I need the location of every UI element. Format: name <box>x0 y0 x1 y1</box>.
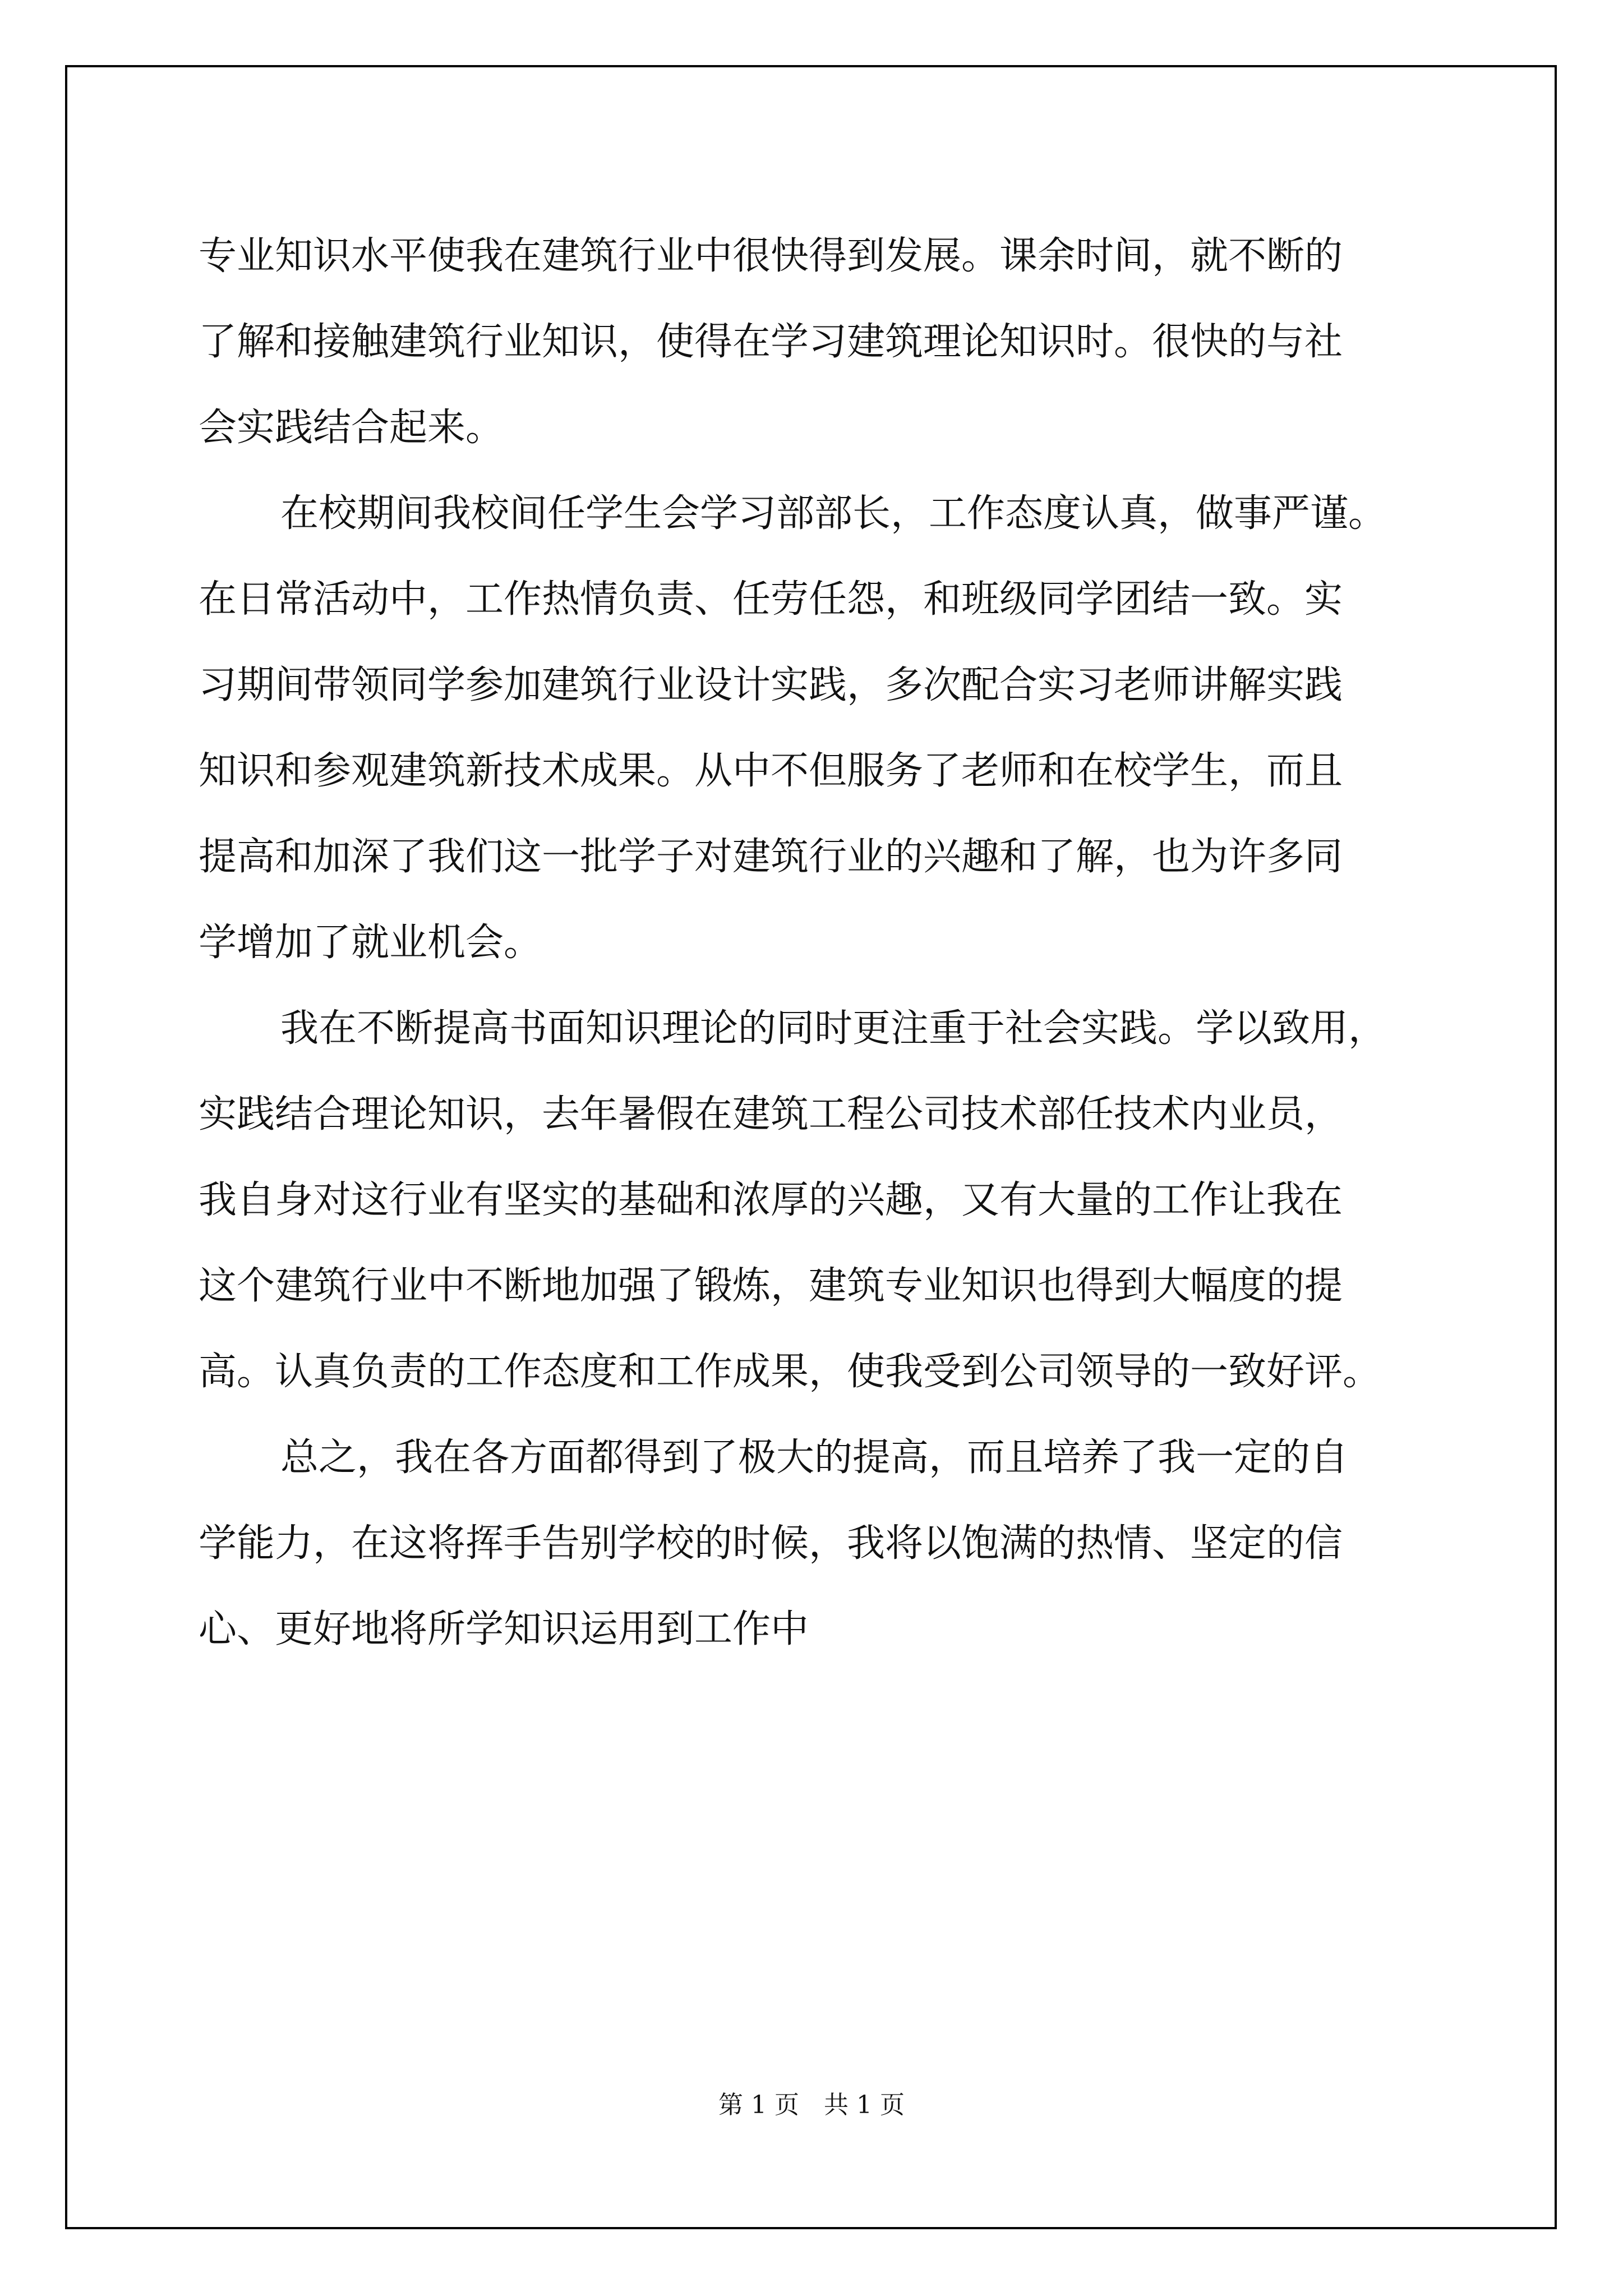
text-line: 学增加了就业机会。 <box>199 921 542 965</box>
text-line: 知识和参观建筑新技术成果。从中不但服务了老师和在校学生，而且 <box>199 749 1343 793</box>
text-line: 总之，我在各方面都得到了极大的提高，而且培养了我一定的自 <box>280 1435 1349 1480</box>
document-body <box>199 213 1438 1672</box>
text-line: 了解和接触建筑行业知识，使得在学习建筑理论知识时。很快的与社 <box>199 320 1343 364</box>
text-line: 这个建筑行业中不断地加强了锻炼，建筑专业知识也得到大幅度的提 <box>199 1264 1343 1308</box>
text-line: 在日常活动中，工作热情负责、任劳任怨，和班级同学团结一致。实 <box>199 577 1343 622</box>
text-line: 心、更好地将所学知识运用到工作中 <box>199 1607 809 1651</box>
text-line: 专业知识水平使我在建筑行业中很快得到发展。课余时间，就不断的 <box>199 234 1343 278</box>
text-line: 实践结合理论知识，去年暑假在建筑工程公司技术部任技术内业员， <box>199 1092 1343 1137</box>
text-line: 高。认真负责的工作态度和工作成果，使我受到公司领导的一致好评。 <box>199 1350 1381 1394</box>
text-line: 会实践结合起来。 <box>199 406 504 450</box>
text-line: 在校期间我校间任学生会学习部部长，工作态度认真，做事严谨。 <box>280 491 1387 536</box>
text-line: 学能力，在这将挥手告别学校的时候，我将以饱满的热情、坚定的信 <box>199 1521 1343 1566</box>
text-line: 习期间带领同学参加建筑行业设计实践，多次配合实习老师讲解实践 <box>199 663 1343 707</box>
text-line: 我自身对这行业有坚实的基础和浓厚的兴趣，又有大量的工作让我在 <box>199 1178 1343 1222</box>
text-line: 我在不断提高书面知识理论的同时更注重于社会实践。学以致用， <box>280 1006 1387 1051</box>
page-footer: 第 1 页 共 1 页 <box>718 2091 905 2119</box>
text-line: 提高和加深了我们这一批学子对建筑行业的兴趣和了解，也为许多同 <box>199 835 1343 879</box>
